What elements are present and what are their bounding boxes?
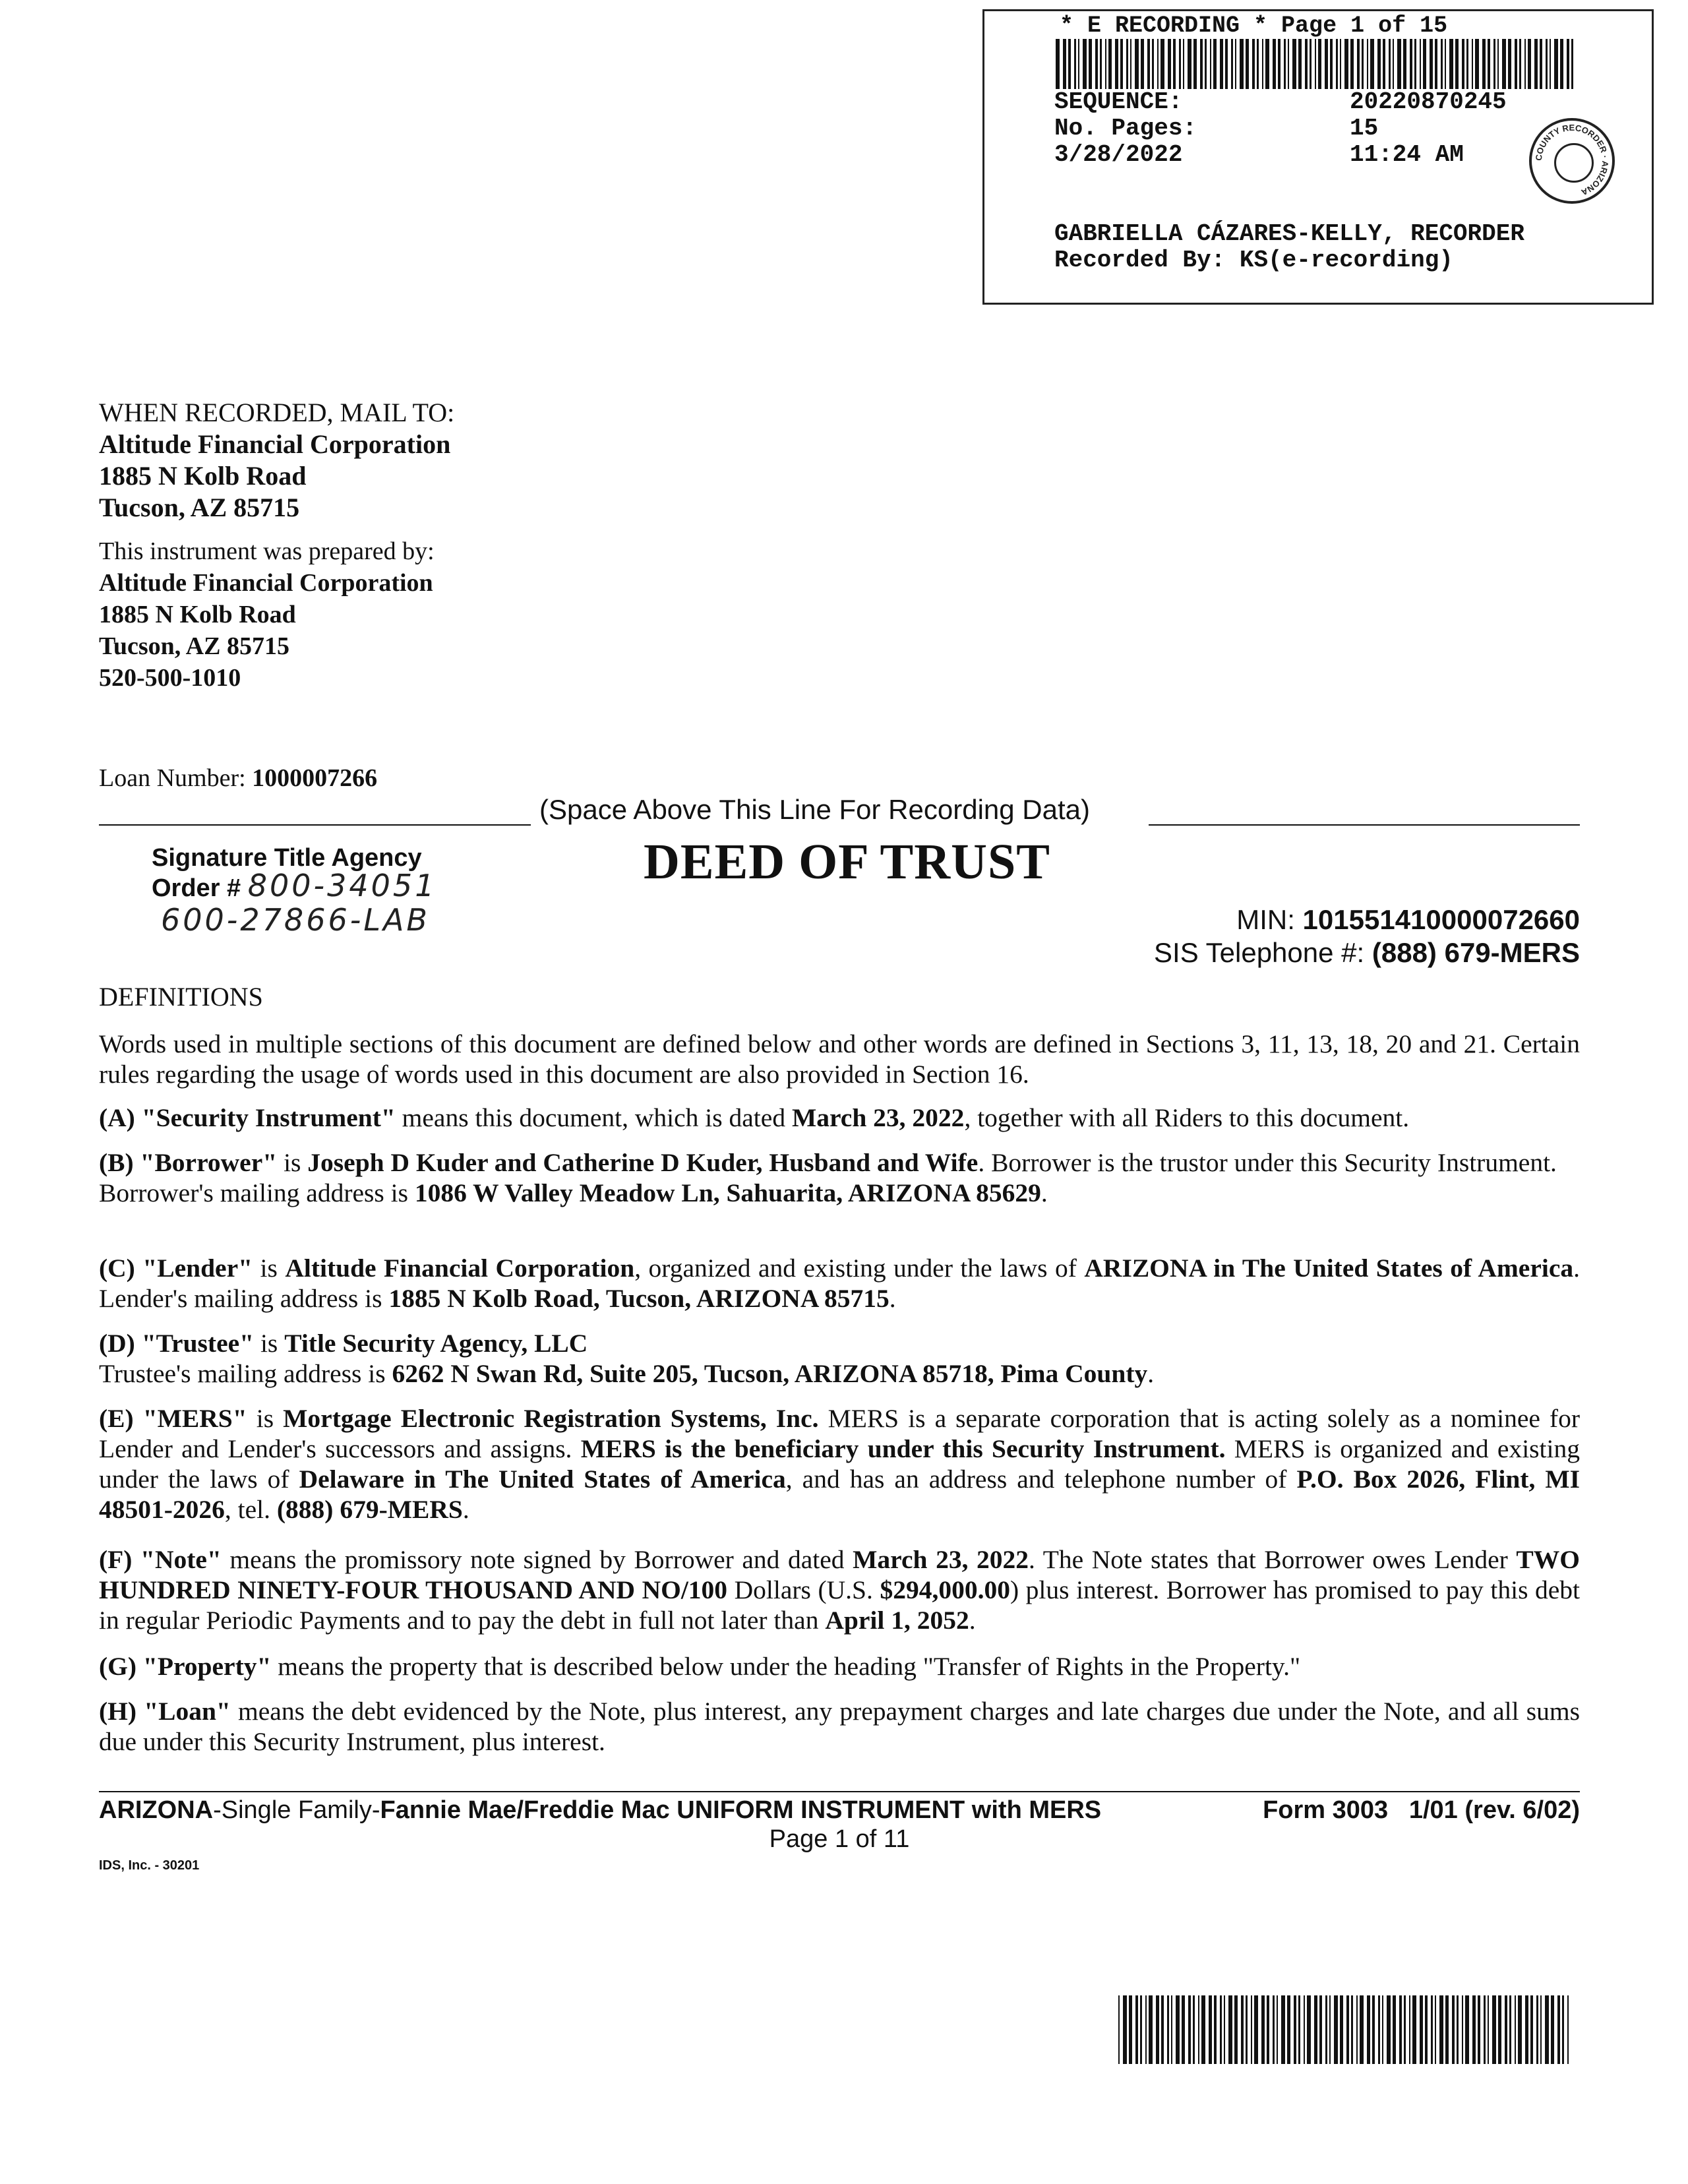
barcode-bar xyxy=(1168,39,1171,89)
barcode-bar xyxy=(1161,1995,1164,2064)
definition-b-label: (B) "Borrower" xyxy=(99,1148,278,1177)
barcode-bar xyxy=(1525,1995,1528,2064)
barcode-bar xyxy=(1445,39,1446,89)
barcode-bar xyxy=(1362,39,1364,89)
barcode-bar xyxy=(1183,39,1184,89)
barcode-bar xyxy=(1551,1995,1554,2064)
barcode-bar xyxy=(1214,1995,1217,2064)
recorder-name: GABRIELLA CÁZARES-KELLY, RECORDER xyxy=(1054,220,1524,247)
barcode-bar xyxy=(1135,39,1139,89)
barcode-bar xyxy=(1273,1995,1275,2064)
barcode-bar xyxy=(1457,1995,1459,2064)
definition-g-text-1: means the property that is described below under the heading "Transfer of Rights in the Property." xyxy=(271,1652,1301,1681)
barcode-bar xyxy=(1231,39,1233,89)
barcode-bar xyxy=(1497,39,1499,89)
barcode-bar xyxy=(1382,1995,1383,2064)
barcode-bar xyxy=(1505,1995,1507,2064)
lender-address: 1885 N Kolb Road, Tucson, ARIZONA 85715 xyxy=(388,1284,889,1313)
barcode-bar xyxy=(1482,39,1486,89)
barcode-bar xyxy=(1472,1995,1476,2064)
definition-c-text-2: , organized and existing under the laws of xyxy=(634,1254,1085,1283)
barcode-bar xyxy=(1455,39,1459,89)
barcode-bar xyxy=(1409,1995,1410,2064)
barcode-bar xyxy=(1515,39,1517,89)
sis-telephone-label: SIS Telephone #: xyxy=(1154,937,1365,968)
barcode-bar xyxy=(1089,39,1092,89)
barcode-bar xyxy=(1350,39,1354,89)
barcode-bar xyxy=(1367,1995,1370,2064)
barcode-bar xyxy=(1209,1995,1212,2064)
barcode-bar xyxy=(1399,1995,1402,2064)
barcode-bar xyxy=(1550,39,1551,89)
barcode-bar xyxy=(1498,1995,1501,2064)
barcode-bar xyxy=(1357,39,1360,89)
definition-e-label: (E) "MERS" xyxy=(99,1404,247,1433)
definition-d-label: (D) "Trustee" xyxy=(99,1329,255,1358)
barcode-bar xyxy=(1534,39,1538,89)
barcode-bar xyxy=(1277,1995,1278,2064)
barcode-bar xyxy=(1078,39,1079,89)
barcode-bar xyxy=(1246,1995,1248,2064)
barcode-bar xyxy=(1224,1995,1225,2064)
barcode-bar xyxy=(1126,39,1128,89)
barcode-bar xyxy=(1377,39,1381,89)
barcode-bar xyxy=(1393,39,1394,89)
definition-c xyxy=(99,1253,1580,1314)
barcode-bar xyxy=(1441,39,1443,89)
barcode-bar xyxy=(1292,39,1296,89)
handwritten-file-number: 600-27866-LAB xyxy=(161,902,430,938)
barcode-bar xyxy=(1198,1995,1199,2064)
definition-c-text-1: is xyxy=(253,1254,286,1283)
barcode-bar xyxy=(1171,1995,1172,2064)
definition-f-text-5: . xyxy=(969,1606,976,1635)
barcode-bar xyxy=(1220,1995,1222,2064)
barcode-bar xyxy=(1115,39,1118,89)
pages-value: 15 xyxy=(1350,115,1379,142)
barcode-bar xyxy=(1188,1995,1191,2064)
min-value: 101551410000072660 xyxy=(1302,904,1580,935)
barcode-bar xyxy=(1449,39,1453,89)
recorded-by: Recorded By: KS(e-recording) xyxy=(1054,247,1453,274)
loan-amount: $294,000.00 xyxy=(880,1575,1010,1604)
barcode-bar xyxy=(1176,1995,1180,2064)
barcode-bar xyxy=(1403,39,1406,89)
barcode-bar xyxy=(1466,39,1468,89)
loan-number-value: 1000007266 xyxy=(252,764,378,792)
definition-b-text-1: is xyxy=(277,1148,308,1177)
barcode-bar xyxy=(1120,39,1123,89)
barcode-bar xyxy=(1562,1995,1564,2064)
barcode-bar xyxy=(1567,39,1569,89)
barcode-bar xyxy=(1200,39,1203,89)
mers-address: P.O. Box 2026, Flint, MI 48501-2026 xyxy=(99,1465,1580,1524)
barcode-bar xyxy=(1545,1995,1549,2064)
barcode-bar xyxy=(1140,1995,1142,2064)
barcode-bar xyxy=(1298,39,1302,89)
barcode-bar xyxy=(1135,1995,1138,2064)
definition-f-label: (F) "Note" xyxy=(99,1545,222,1574)
barcode-bar xyxy=(1360,1995,1364,2064)
maturity-date: April 1, 2052 xyxy=(825,1606,969,1635)
pages-label: No. Pages: xyxy=(1054,115,1197,142)
mail-to-label: WHEN RECORDED, MAIL TO: xyxy=(99,398,455,427)
definition-d-text-2: Trustee's mailing address is xyxy=(99,1359,392,1388)
barcode-bar xyxy=(1540,39,1542,89)
barcode-bar xyxy=(1287,1995,1290,2064)
barcode-bar xyxy=(1393,1995,1396,2064)
footer-ids: IDS, Inc. - 30201 xyxy=(99,1858,200,1873)
mers-telephone: (888) 679-MERS xyxy=(276,1495,463,1524)
definition-d-text-1: is xyxy=(254,1329,285,1358)
barcode-bar xyxy=(1246,39,1249,89)
barcode-bar xyxy=(1412,1995,1416,2064)
barcode-bar xyxy=(1105,39,1106,89)
definition-c-label: (C) "Lender" xyxy=(99,1254,253,1283)
sis-telephone-value: (888) 679-MERS xyxy=(1372,937,1580,968)
barcode-bar xyxy=(1329,1995,1331,2064)
definition-d xyxy=(99,1328,1580,1389)
barcode-bar xyxy=(1344,39,1348,89)
definition-a-label: (A) "Security Instrument" xyxy=(99,1103,396,1132)
barcode-bar xyxy=(1193,1995,1195,2064)
barcode-bar xyxy=(1462,1995,1463,2064)
barcode-bar xyxy=(1330,39,1333,89)
definition-f-text-1: means the promissory note signed by Borrower and dated xyxy=(221,1545,853,1574)
recording-header: * E RECORDING * Page 1 of 15 xyxy=(1060,13,1448,39)
barcode-bar xyxy=(1410,39,1412,89)
barcode-bar xyxy=(1074,39,1076,89)
barcode-bar xyxy=(1336,39,1338,89)
barcode-bar xyxy=(1414,39,1416,89)
barcode-bar xyxy=(1404,1995,1406,2064)
prepared-by-street: 1885 N Kolb Road xyxy=(99,601,296,628)
barcode-bar xyxy=(1149,1995,1153,2064)
footer-state: ARIZONA xyxy=(99,1796,214,1824)
barcode-bar xyxy=(1240,39,1244,89)
borrower-address: 1086 W Valley Meadow Ln, Sahuarita, ARIZONA 85629 xyxy=(414,1178,1041,1207)
lender-name: Altitude Financial Corporation xyxy=(285,1254,635,1283)
definition-h xyxy=(99,1696,1580,1757)
definition-b-text-2: . Borrower is the trustor under this Security Instrument. xyxy=(978,1148,1557,1177)
barcode-bar xyxy=(1518,1995,1522,2064)
definition-e-text-3: MERS is organized and existing under the laws of xyxy=(99,1434,1580,1494)
barcode-bar xyxy=(1502,39,1506,89)
barcode-bar xyxy=(1123,1995,1127,2064)
barcode-bar xyxy=(1515,1995,1516,2064)
barcode-bar xyxy=(1201,1995,1205,2064)
definition-b-text-4: . xyxy=(1040,1178,1048,1207)
footer-form-name: Fannie Mae/Freddie Mac UNIFORM INSTRUMENT with MERS xyxy=(380,1796,1102,1824)
barcode-bar xyxy=(1167,1995,1169,2064)
recording-barcode xyxy=(1056,39,1577,89)
barcode-bar xyxy=(1252,39,1255,89)
barcode-bar xyxy=(1318,39,1322,89)
barcode-bar xyxy=(1488,1995,1489,2064)
definition-c-text-4: . xyxy=(889,1284,896,1313)
definition-b-text-3: Borrower's mailing address is xyxy=(99,1178,415,1207)
barcode-bar xyxy=(1298,1995,1300,2064)
barcode-bar xyxy=(1315,39,1316,89)
barcode-bar xyxy=(1528,39,1532,89)
definition-e-text-1: is xyxy=(247,1404,284,1433)
sequence-value: 20220870245 xyxy=(1350,88,1507,115)
note-date: March 23, 2022 xyxy=(853,1545,1029,1574)
barcode-bar xyxy=(1462,39,1464,89)
barcode-bar xyxy=(1372,1995,1375,2064)
barcode-bar xyxy=(1334,1995,1338,2064)
barcode-bar xyxy=(1435,39,1437,89)
barcode-bar xyxy=(1571,39,1573,89)
barcode-bar xyxy=(1524,39,1526,89)
barcode-bar xyxy=(1423,39,1427,89)
barcode-bar xyxy=(1228,1995,1232,2064)
barcode-bar xyxy=(1157,39,1159,89)
barcode-bar xyxy=(1160,39,1164,89)
barcode-bar xyxy=(1254,1995,1258,2064)
barcode-bar xyxy=(1257,39,1259,89)
recording-stamp xyxy=(982,9,1654,305)
barcode-bar xyxy=(1262,39,1263,89)
barcode-bar xyxy=(1083,39,1087,89)
space-above-notice: (Space Above This Line For Recording Data) xyxy=(539,794,1090,825)
barcode-bar xyxy=(1475,39,1479,89)
definitions-heading: DEFINITIONS xyxy=(99,982,263,1012)
definition-e-text-6: . xyxy=(462,1495,469,1524)
barcode-bar xyxy=(1251,1995,1252,2064)
definition-f-text-3: Dollars (U.S. xyxy=(727,1575,880,1604)
barcode-bar xyxy=(1294,1995,1296,2064)
barcode-bar xyxy=(1156,1995,1159,2064)
barcode-bar xyxy=(1493,39,1495,89)
barcode-bar xyxy=(1325,1995,1327,2064)
min-block xyxy=(1154,903,1580,969)
prepared-by-name: Altitude Financial Corporation xyxy=(99,569,433,597)
definition-e-text-4: , and has an address and telephone number of xyxy=(785,1465,1297,1494)
barcode-bar xyxy=(1210,39,1211,89)
barcode-bar xyxy=(1147,39,1150,89)
mers-laws: Delaware in The United States of America xyxy=(299,1465,786,1494)
recording-time: 11:24 AM xyxy=(1350,141,1464,168)
title-agency-name: Signature Title Agency xyxy=(152,844,422,872)
barcode-bar xyxy=(1304,1995,1305,2064)
definition-e xyxy=(99,1403,1580,1525)
barcode-bar xyxy=(1193,39,1197,89)
barcode-bar xyxy=(1420,39,1421,89)
barcode-bar xyxy=(1387,1995,1391,2064)
definition-d-text-3: . xyxy=(1147,1359,1155,1388)
mail-to-street: 1885 N Kolb Road xyxy=(99,461,307,491)
barcode-bar xyxy=(1182,1995,1185,2064)
barcode-bar xyxy=(1118,1995,1120,2064)
loan-number-line xyxy=(99,764,377,793)
lender-laws: ARIZONA in The United States of America xyxy=(1084,1254,1574,1283)
barcode-bar xyxy=(1435,1995,1436,2064)
barcode-bar xyxy=(1554,39,1558,89)
min-label: MIN: xyxy=(1236,904,1295,935)
mers-name: Mortgage Electronic Registration Systems, Inc. xyxy=(283,1404,819,1433)
footer-family: -Single Family- xyxy=(213,1796,380,1824)
barcode-bar xyxy=(1351,1995,1353,2064)
county-recorder-seal xyxy=(1529,118,1615,204)
barcode-bar xyxy=(1472,39,1473,89)
definition-h-label: (H) "Loan" xyxy=(99,1697,231,1726)
barcode-bar xyxy=(1261,1995,1265,2064)
loan-number-label: Loan Number: xyxy=(99,764,246,792)
footer-page-number: Page 1 of 11 xyxy=(769,1825,910,1853)
footer-rule xyxy=(99,1791,1580,1792)
definition-f-text-4: ) plus interest. Borrower has promised to pay this debt in regular Periodic Payments and to pay the debt in full not later than xyxy=(99,1575,1581,1635)
barcode-bar xyxy=(1319,1995,1322,2064)
definition-h-text-1: means the debt evidenced by the Note, plus interest, any prepayment charges and late charges due under the Note, and all sums due under this Security Instrument, plus interest. xyxy=(99,1697,1580,1756)
barcode-bar xyxy=(1235,39,1236,89)
barcode-bar xyxy=(1314,1995,1317,2064)
barcode-bar xyxy=(1141,39,1144,89)
barcode-bar xyxy=(1108,39,1112,89)
seal-inner xyxy=(1554,143,1594,183)
barcode-bar xyxy=(1445,1995,1449,2064)
barcode-bar xyxy=(1465,1995,1469,2064)
definition-f-text-2: . The Note states that Borrower owes Lender xyxy=(1029,1545,1517,1574)
barcode-bar xyxy=(1557,1995,1560,2064)
definition-b xyxy=(99,1147,1580,1208)
order-number-handwritten: 800-34051 xyxy=(247,868,437,903)
barcode-bar xyxy=(1484,1995,1486,2064)
definition-a xyxy=(99,1103,1580,1133)
barcode-bar xyxy=(1179,39,1181,89)
prepared-by-label: This instrument was prepared by: xyxy=(99,537,435,565)
barcode-bar xyxy=(1425,1995,1428,2064)
trustee-name: Title Security Agency, LLC xyxy=(284,1329,588,1358)
prepared-by-city: Tucson, AZ 85715 xyxy=(99,632,289,660)
barcode-bar xyxy=(1389,39,1391,89)
barcode-bar xyxy=(1567,1995,1569,2064)
barcode-bar xyxy=(1530,1995,1533,2064)
mers-beneficiary-statement: MERS is the beneficiary under this Security Instrument. xyxy=(580,1434,1226,1463)
form-footer xyxy=(99,1795,1580,1854)
barcode-bar xyxy=(1225,39,1228,89)
barcode-bar xyxy=(1130,39,1131,89)
barcode-bar xyxy=(1205,39,1207,89)
borrower-names: Joseph D Kuder and Catherine D Kuder, Husband and Wife xyxy=(307,1148,979,1177)
barcode-bar xyxy=(1267,1995,1269,2064)
seal-ring-text: COUNTY RECORDER · ARIZONA xyxy=(1533,122,1611,198)
barcode-bar xyxy=(1546,39,1548,89)
definition-a-text-1: means this document, which is dated xyxy=(395,1103,792,1132)
definition-e-text-5: , tel. xyxy=(224,1495,277,1524)
barcode-bar xyxy=(1288,39,1289,89)
barcode-bar xyxy=(1439,1995,1443,2064)
barcode-bar xyxy=(1281,1995,1285,2064)
barcode-bar xyxy=(1536,1995,1538,2064)
barcode-bar xyxy=(1278,39,1281,89)
barcode-bar xyxy=(1152,39,1154,89)
barcode-bar xyxy=(1378,1995,1380,2064)
order-label: Order # xyxy=(152,874,241,902)
definition-a-text-2: , together with all Riders to this document. xyxy=(964,1103,1410,1132)
barcode-bar xyxy=(1370,39,1374,89)
recording-date: 3/28/2022 xyxy=(1054,141,1183,168)
barcode-bar xyxy=(1188,39,1191,89)
mail-to-city: Tucson, AZ 85715 xyxy=(99,493,300,522)
barcode-bar xyxy=(1305,39,1308,89)
barcode-bar xyxy=(1560,39,1563,89)
barcode-bar xyxy=(1519,39,1521,89)
definition-f xyxy=(99,1544,1580,1635)
barcode-bar xyxy=(1540,1995,1542,2064)
barcode-bar xyxy=(1220,39,1223,89)
barcode-bar xyxy=(1307,1995,1311,2064)
barcode-bar xyxy=(1173,39,1176,89)
barcode-bar xyxy=(1100,39,1102,89)
mail-to-block xyxy=(99,397,454,524)
barcode-bar xyxy=(1508,39,1511,89)
footer-form-number: Form 3003 1/01 (rev. 6/02) xyxy=(1263,1796,1580,1824)
barcode-bar xyxy=(1284,39,1286,89)
prepared-by-block xyxy=(99,535,435,694)
barcode-bar xyxy=(1430,39,1433,89)
barcode-bar xyxy=(1346,1995,1349,2064)
bottom-barcode xyxy=(1118,1995,1573,2064)
barcode-bar xyxy=(1509,1995,1511,2064)
barcode-bar xyxy=(1340,1995,1343,2064)
barcode-bar xyxy=(1068,39,1071,89)
barcode-bar xyxy=(1340,39,1341,89)
barcode-bar xyxy=(1431,1995,1433,2064)
barcode-bar xyxy=(1234,1995,1238,2064)
barcode-bar xyxy=(1273,39,1276,89)
definition-g xyxy=(99,1651,1580,1682)
barcode-bar xyxy=(1478,1995,1480,2064)
barcode-bar xyxy=(1095,39,1098,89)
trustee-address: 6262 N Swan Rd, Suite 205, Tucson, ARIZONA 85718, Pima County xyxy=(392,1359,1148,1388)
barcode-bar xyxy=(1383,39,1385,89)
barcode-bar xyxy=(1063,39,1066,89)
barcode-bar xyxy=(1310,39,1311,89)
barcode-bar xyxy=(1367,39,1368,89)
barcode-bar xyxy=(1452,1995,1455,2064)
barcode-bar xyxy=(1056,39,1060,89)
barcode-bar xyxy=(1213,39,1217,89)
barcode-bar xyxy=(1492,1995,1496,2064)
recording-line-left xyxy=(99,824,531,826)
recording-line-right xyxy=(1149,824,1580,826)
definition-e-text-2: MERS is a separate corporation that is acting solely as a nominee for Lender and Lender's successors and assigns. xyxy=(99,1404,1580,1463)
definition-c-text-3: . Lender's mailing address is xyxy=(99,1254,1581,1313)
barcode-bar xyxy=(1356,1995,1358,2064)
barcode-bar xyxy=(1265,39,1269,89)
security-instrument-date: March 23, 2022 xyxy=(791,1103,965,1132)
prepared-by-phone: 520-500-1010 xyxy=(99,664,241,692)
barcode-bar xyxy=(1325,39,1328,89)
definition-g-label: (G) "Property" xyxy=(99,1652,272,1681)
barcode-bar xyxy=(1420,1995,1423,2064)
barcode-bar xyxy=(1241,1995,1244,2064)
barcode-bar xyxy=(1397,39,1401,89)
barcode-bar xyxy=(1145,1995,1147,2064)
sequence-label: SEQUENCE: xyxy=(1054,88,1183,115)
barcode-bar xyxy=(1488,39,1490,89)
definitions-intro: Words used in multiple sections of this document are defined below and other words are defined in Sections 3, 11, 13, 18, 20 and 21. Certain rules regarding the usage of words used in this document are also provided in Section 16. xyxy=(99,1029,1580,1089)
title-agency-stamp xyxy=(152,844,437,902)
barcode-bar xyxy=(1129,1995,1132,2064)
loan-amount-words: TWO HUNDRED NINETY-FOUR THOUSAND AND NO/100 xyxy=(99,1545,1580,1604)
document-title: DEED OF TRUST xyxy=(644,834,1050,890)
mail-to-name: Altitude Financial Corporation xyxy=(99,429,451,459)
